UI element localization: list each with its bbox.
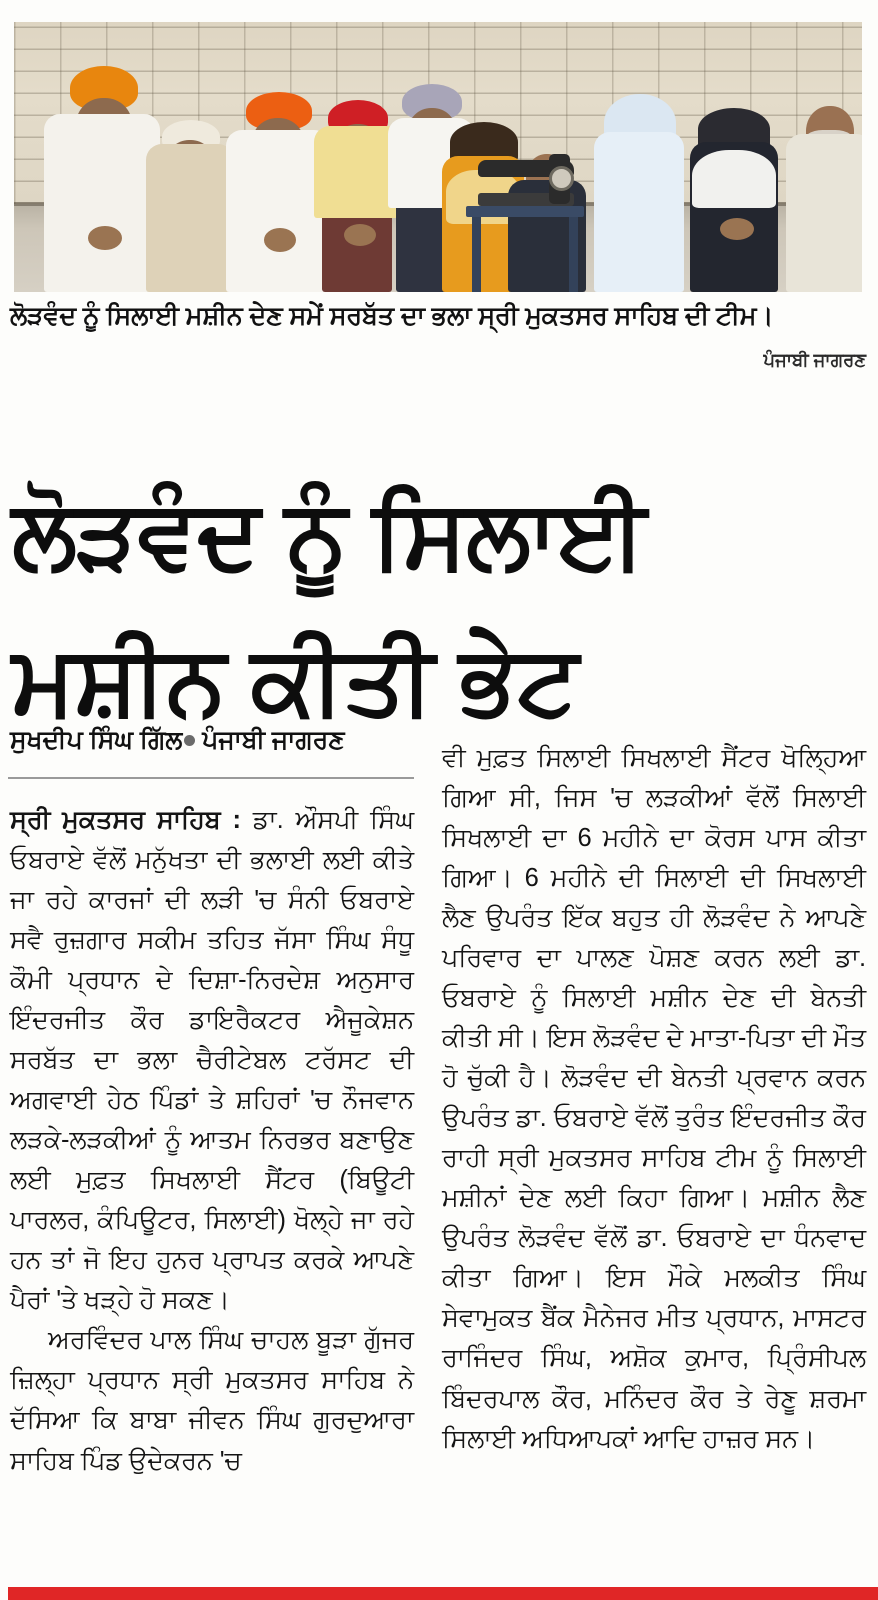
photo-scene [14,22,862,292]
page-title: ਲੋੜਵੰਦ ਨੂੰ ਸਿਲਾਈ ਮਸ਼ੀਨ ਕੀਤੀ ਭੇਟ [12,481,646,735]
byline-divider [8,777,414,779]
photo-person-10 [786,56,862,292]
sewing-machine [478,154,574,206]
paragraph-text: ਡਾ. ਔਸਪੀ ਸਿੰਘ ਓਬਰਾਏ ਵੱਲੋਂ ਮਨੁੱਖਤਾ ਦੀ ਭਲਾਈ ਲਈ ਕੀਤੇ ਜਾ ਰਹੇ ਕਾਰਜਾਂ ਦੀ ਲੜੀ 'ਚ ਸੰਨੀ ਓਬਰਾਏ ਸਵੈ ਰੁਜ਼ਗਾਰ ਸਕੀਮ ਤਹਿਤ ਜੱਸਾ ਸਿੰਘ ਸੰਧੂ ਕੌਮੀ ਪ੍ਰਧਾਨ ਦੇ ਦਿਸ਼ਾ-ਨਿਰਦੇਸ਼ ਅਨੁਸਾਰ ਇੰਦਰਜੀਤ ਕੌਰ ਡਾਇਰੈਕਟਰ ਐਜੂਕੇਸ਼ਨ ਸਰਬੱਤ ਦਾ ਭਲਾ ਚੈਰੀਟੇਬਲ ਟਰੱਸਟ ਦੀ ਅਗਵਾਈ ਹੇਠ ਪਿੰਡਾਂ ਤੇ ਸ਼ਹਿਰਾਂ 'ਚ ਨੌਜਵਾਨ ਲੜਕੇ-ਲੜਕੀਆਂ ਨੂੰ ਆਤਮ ਨਿਰਭਰ ਬਣਾਉਣ ਲਈ ਮੁਫ਼ਤ ਸਿਖਲਾਈ ਸੈਂਟਰ (ਬਿਊਟੀ ਪਾਰਲਰ, ਕੰਪਿਊਟਰ, ਸਿਲਾਈ) ਖੋਲ੍ਹੇ ਜਾ ਰਹੇ ਹਨ ਤਾਂ ਜੋ ਇਹ ਹੁਨਰ ਪ੍ਰਾਪਤ ਕਰਕੇ ਆਪਣੇ ਪੈਰਾਂ 'ਤੇ ਖੜ੍ਹੇ ਹੋ ਸਕਣ। [10,806,414,1315]
bullet-separator-icon [184,735,195,746]
sewing-machine-table [466,206,584,292]
article-column-right [442,738,866,1459]
photo-person-8 [594,52,684,292]
photo-credit: ਪੰਜਾਬੀ ਜਾਗਰਣ [763,350,866,370]
article-photo [14,22,862,292]
byline-source: ਪੰਜਾਬੀ ਜਾਗਰਣ [202,726,345,754]
photo-person-9 [690,58,778,292]
bottom-accent-bar [8,1587,878,1600]
article-paragraph: ਅਰਵਿੰਦਰ ਪਾਲ ਸਿੰਘ ਚਾਹਲ ਬੂੜਾ ਗੁੱਜਰ ਜ਼ਿਲ੍ਹਾ ਪ੍ਰਧਾਨ ਸ੍ਰੀ ਮੁਕਤਸਰ ਸਾਹਿਬ ਨੇ ਦੱਸਿਆ ਕਿ ਬਾਬਾ ਜੀਵਨ ਸਿੰਘ ਗੁਰਦੁਆਰਾ ਸਾਹਿਬ ਪਿੰਡ ਉਦੇਕਰਨ 'ਚ [10,1326,414,1475]
byline [10,726,414,755]
photo-person-2 [146,64,234,292]
photo-caption: ਲੋੜਵੰਦ ਨੂੰ ਸਿਲਾਈ ਮਸ਼ੀਨ ਦੇਣ ਸਮੇਂ ਸਰਬੱਤ ਦਾ ਭਲਾ ਸ੍ਰੀ ਮੁਕਤਸਰ ਸਾਹਿਬ ਦੀ ਟੀਮ। [10,302,774,330]
article-paragraph [10,800,414,1320]
dateline: ਸ੍ਰੀ ਮੁਕਤਸਰ ਸਾਹਿਬ : [10,806,241,834]
photo-person-1 [44,40,160,292]
byline-author: ਸੁਖਦੀਪ ਸਿੰਘ ਗਿੱਲ [10,726,183,754]
article-column-left [10,800,414,1481]
article-paragraph: ਵੀ ਮੁਫ਼ਤ ਸਿਲਾਈ ਸਿਖਲਾਈ ਸੈਂਟਰ ਖੋਲ੍ਹਿਆ ਗਿਆ ਸੀ, ਜਿਸ 'ਚ ਲੜਕੀਆਂ ਵੱਲੋਂ ਸਿਲਾਈ ਸਿਖਲਾਈ ਦਾ 6 ਮਹੀਨੇ ਦਾ ਕੋਰਸ ਪਾਸ ਕੀਤਾ ਗਿਆ। 6 ਮਹੀਨੇ ਦੀ ਸਿਲਾਈ ਦੀ ਸਿਖਲਾਈ ਲੈਣ ਉਪਰੰਤ ਇੱਕ ਬਹੁਤ ਹੀ ਲੋੜਵੰਦ ਨੇ ਆਪਣੇ ਪਰਿਵਾਰ ਦਾ ਪਾਲਣ ਪੋਸ਼ਣ ਕਰਨ ਲਈ ਡਾ. ਓਬਰਾਏ ਨੂੰ ਸਿਲਾਈ ਮਸ਼ੀਨ ਦੇਣ ਦੀ ਬੇਨਤੀ ਕੀਤੀ ਸੀ। ਇਸ ਲੋੜਵੰਦ ਦੇ ਮਾਤਾ-ਪਿਤਾ ਦੀ ਮੌਤ ਹੋ ਚੁੱਕੀ ਹੈ। ਲੋੜਵੰਦ ਦੀ ਬੇਨਤੀ ਪ੍ਰਵਾਨ ਕਰਨ ਉਪਰੰਤ ਡਾ. ਓਬਰਾਏ ਵੱਲੋਂ ਤੁਰੰਤ ਇੰਦਰਜੀਤ ਕੌਰ ਰਾਹੀ ਸ੍ਰੀ ਮੁਕਤਸਰ ਸਾਹਿਬ ਟੀਮ ਨੂੰ ਸਿਲਾਈ ਮਸ਼ੀਨਾਂ ਦੇਣ ਲਈ ਕਿਹਾ ਗਿਆ। ਮਸ਼ੀਨ ਲੈਣ ਉਪਰੰਤ ਲੋੜਵੰਦ ਵੱਲੋਂ ਡਾ. ਓਬਰਾਏ ਦਾ ਧੰਨਵਾਦ ਕੀਤਾ ਗਿਆ। ਇਸ ਮੌਕੇ ਮਲਕੀਤ ਸਿੰਘ ਸੇਵਾਮੁਕਤ ਬੈਂਕ ਮੈਨੇਜਰ ਮੀਤ ਪ੍ਰਧਾਨ, ਮਾਸਟਰ ਰਾਜਿੰਦਰ ਸਿੰਘ, ਅਸ਼ੋਕ ਕੁਮਾਰ, ਪ੍ਰਿੰਸੀਪਲ ਬਿੰਦਰਪਾਲ ਕੌਰ, ਮਨਿੰਦਰ ਕੌਰ ਤੇ ਰੇਣੂ ਸ਼ਰਮਾ ਸਿਲਾਈ ਅਧਿਆਪਕਾਂ ਆਦਿ ਹਾਜ਼ਰ ਸਨ। [442,744,866,1453]
